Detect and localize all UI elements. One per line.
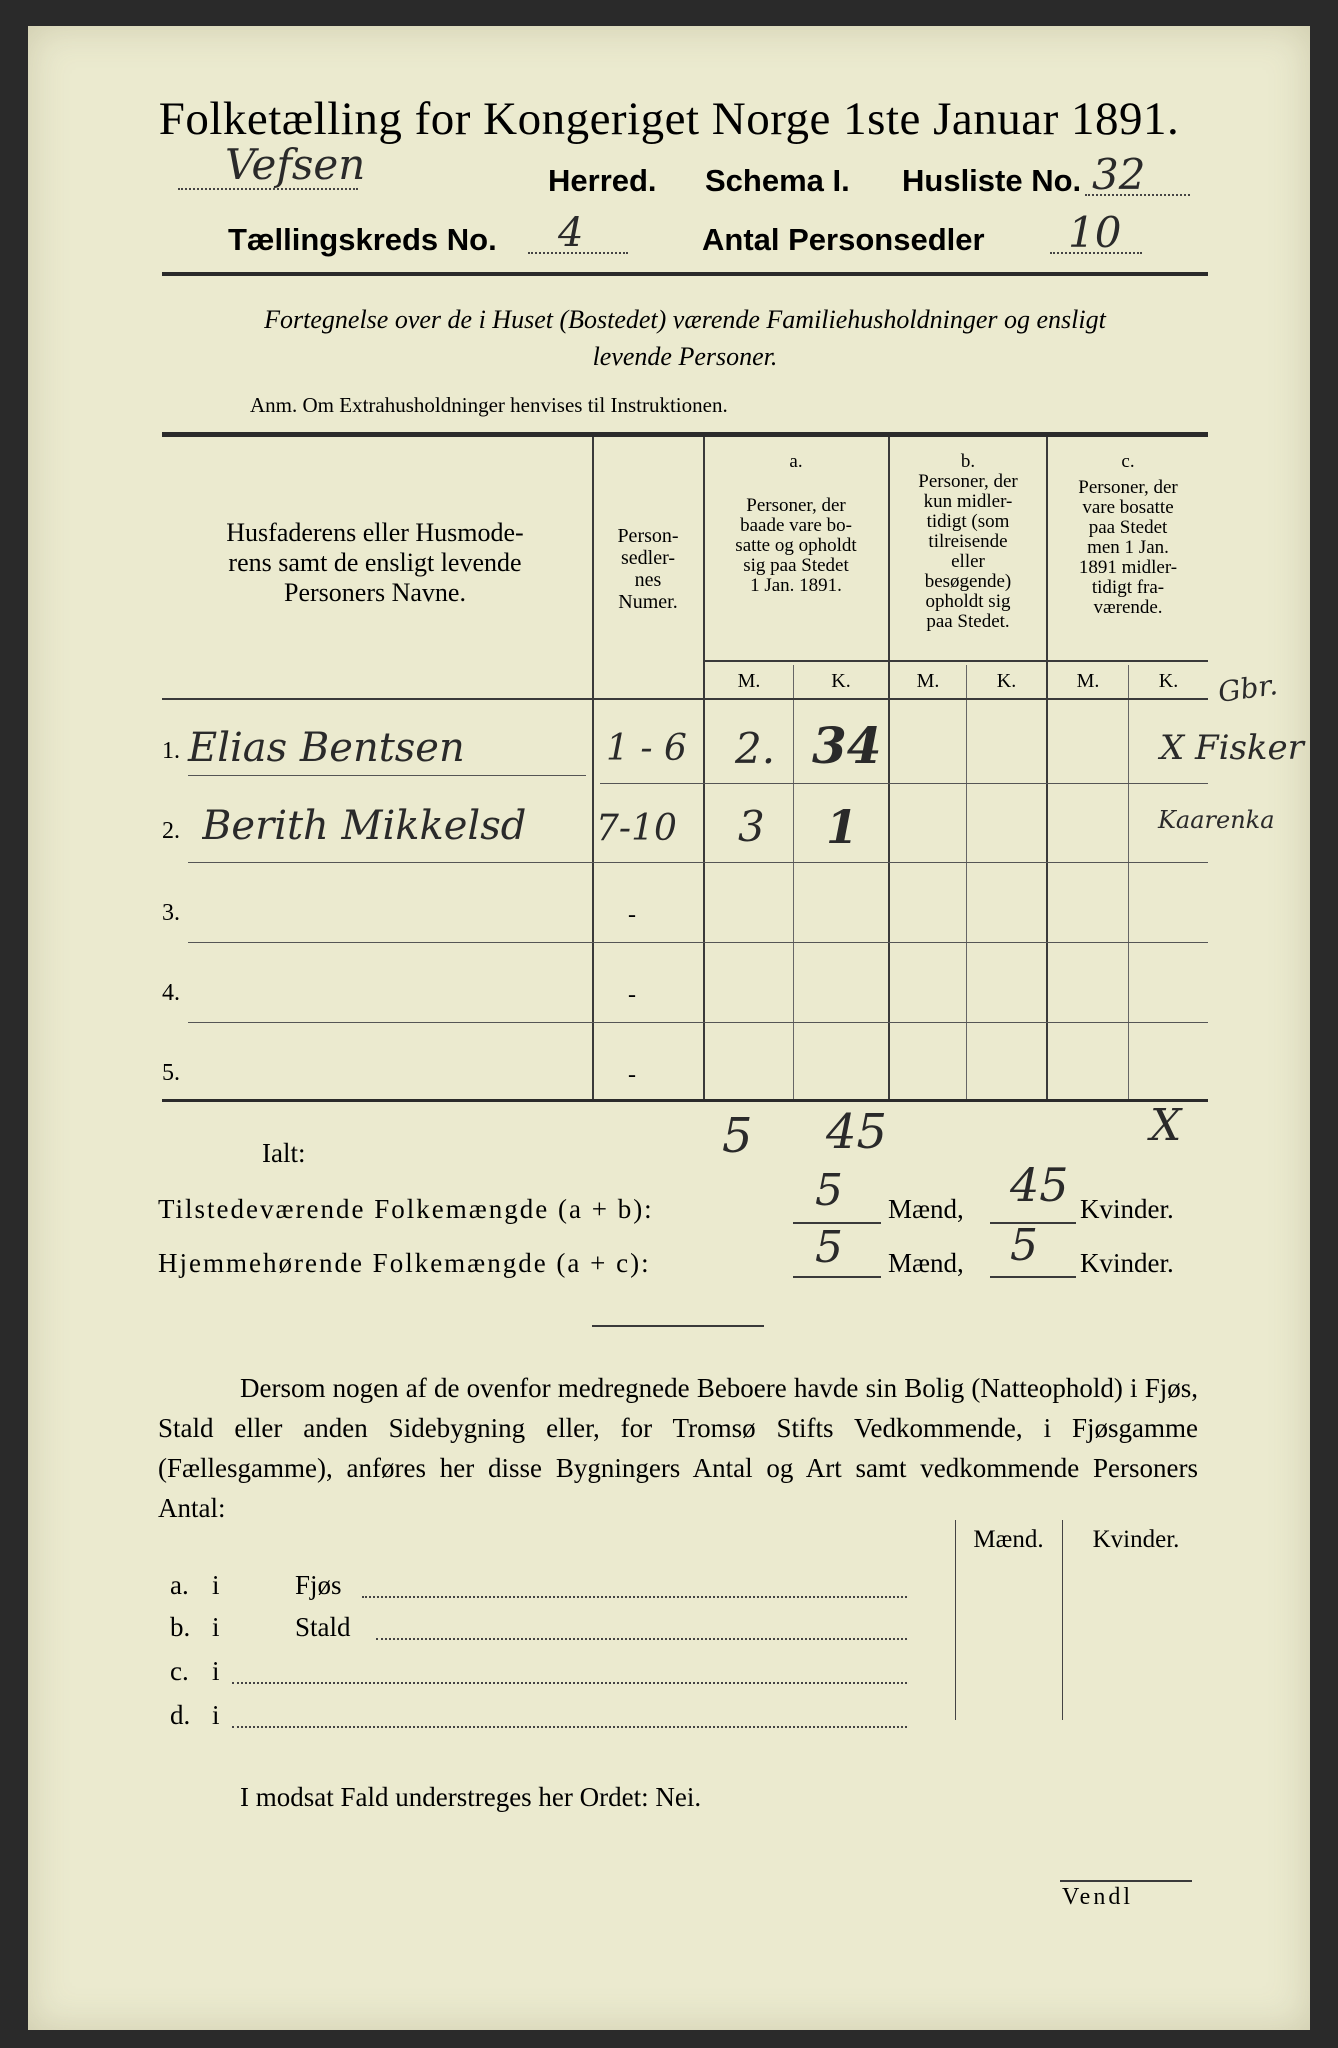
personsedler-label: Antal Personsedler [702, 222, 985, 257]
form-title: Folketælling for Kongeriget Norge 1ste Januar 1891. [158, 93, 1180, 145]
item-dotline [362, 1596, 907, 1598]
table-vline-sub [966, 665, 967, 1101]
table-top-rule [162, 432, 1208, 437]
herred-label: Herred. [548, 163, 657, 198]
intro-line-2: levende Personer. [592, 342, 778, 371]
tilsted-m: 5 [815, 1165, 843, 1216]
ialt-k: 45 [826, 1104, 888, 1160]
husliste-value: 32 [1092, 150, 1146, 199]
hjemme-k-rule [990, 1276, 1076, 1278]
item-i: i [212, 1656, 220, 1686]
kvinder-label: Kvinder. [1080, 1194, 1174, 1224]
kreds-value: 4 [558, 210, 584, 256]
intro-line-1: Fortegnelse over de i Huset (Bostedet) værende Familiehusholdninger og ensligt [264, 305, 1106, 334]
row-note: X Fisker [1160, 728, 1304, 768]
item-dotline [232, 1682, 907, 1684]
nei-line: I modsat Fald understreges her Ordet: Nei. [240, 1782, 702, 1812]
hjemme-m: 5 [815, 1222, 843, 1273]
table-header-bottom-rule [162, 698, 1208, 700]
bolig-paragraph: Dersom nogen af de ovenfor medregnede Beboere havde sin Bolig (Natteophold) i Fjøs, Stald eller anden Sidebygning eller, for Tromsø Stifts Vedkommende, i Fjøsgamme (Fællesgamme), anføres her disse Bygningers Antal og Art samt vedkommende Personers Antal: [158, 1373, 1198, 1523]
maend-label: Mænd, [888, 1248, 964, 1278]
col-header-a: a. Personer, der baade vare bo- satte og opholdt sig paa Stedet 1 Jan. 1891. [735, 451, 857, 596]
row-rule [188, 942, 1208, 943]
col-maend-label: Mænd. [973, 1526, 1044, 1553]
row-name: Berith Mikkelsd [202, 803, 527, 849]
item-label: Stald [295, 1612, 351, 1642]
item-i: i [212, 1570, 220, 1600]
ialt-c: X [1150, 1100, 1182, 1151]
col-header-b: b. Personer, der kun midler- tidigt (som tilreisende eller besøgende) opholdt sig paa Stedet. [918, 451, 1018, 632]
kreds-label: Tællingskreds No. [228, 222, 497, 257]
row-rule [188, 775, 586, 776]
item-dotline [232, 1726, 907, 1728]
row-name: Elias Bentsen [188, 725, 465, 771]
row-numer: - [628, 1062, 636, 1088]
table-bottom-rule [162, 1099, 1208, 1102]
mk-header-rule [703, 660, 1208, 662]
hjemme-m-rule [793, 1276, 881, 1278]
row-a-m: 2. [735, 724, 776, 773]
lower-vline [1062, 1520, 1063, 1720]
hjemme-k: 5 [1010, 1220, 1038, 1271]
hjemme-label: Hjemmehørende Folkemængde (a + c): [158, 1248, 651, 1278]
row-note: Kaarenka [1158, 806, 1275, 834]
vend-rule [1060, 1880, 1192, 1882]
row-number: 5. [162, 1060, 180, 1086]
row-rule [600, 783, 1208, 784]
col-header-names: Husfaderens eller Husmode- rens samt de ensligt levende Personers Navne. [226, 518, 524, 607]
herred-value: Vefsen [225, 140, 366, 189]
item-dotline [376, 1638, 907, 1640]
personsedler-value: 10 [1068, 208, 1122, 257]
mk-label: M. [916, 670, 940, 692]
mk-label: M. [737, 670, 761, 692]
mk-label: M. [1076, 670, 1100, 692]
schema-label: Schema I. [705, 163, 850, 198]
tilsted-label: Tilstedeværende Folkemængde (a + b): [158, 1194, 654, 1224]
mk-label: K. [1158, 670, 1179, 692]
husliste-label: Husliste No. [902, 163, 1082, 198]
row-rule [188, 862, 1208, 863]
table-vline-sub [1128, 665, 1129, 1101]
mk-label: K. [831, 670, 851, 692]
mk-label: K. [996, 670, 1017, 692]
row-a-m: 3 [738, 802, 765, 851]
anm-note: Anm. Om Extrahusholdninger henvises til Instruktionen. [250, 393, 728, 417]
row-numer: - [628, 902, 636, 928]
item-label: Fjøs [295, 1570, 342, 1600]
margin-note: Gbr. [1215, 668, 1280, 709]
row-number: 2. [162, 818, 180, 844]
col-header-c: c. Personer, der vare bosatte paa Stedet men 1 Jan. 1891 midler- tidigt fra- værende. [1078, 451, 1178, 618]
table-vline-sub [793, 665, 794, 1101]
row-a-k: 1 [826, 800, 859, 854]
row-numer: 7-10 [596, 808, 677, 849]
item-letter: b. [170, 1612, 191, 1642]
item-i: i [212, 1612, 220, 1642]
row-a-k: 34 [812, 716, 882, 775]
row-number: 3. [162, 900, 180, 926]
tilsted-k: 45 [1010, 1158, 1069, 1212]
col-kvinder-label: Kvinder. [1092, 1526, 1180, 1553]
col-header-numer: Person- sedler- nes Numer. [617, 525, 679, 613]
row-numer: 1 - 6 [606, 728, 687, 769]
row-number: 1. [162, 738, 180, 764]
row-number: 4. [162, 980, 180, 1006]
ialt-label: Ialt: [262, 1138, 306, 1168]
row-numer: - [628, 982, 636, 1008]
row-rule [188, 1022, 1208, 1023]
item-i: i [212, 1700, 220, 1730]
item-letter: a. [170, 1570, 189, 1600]
item-letter: c. [170, 1656, 189, 1686]
ialt-m: 5 [722, 1108, 753, 1164]
maend-label: Mænd, [888, 1194, 964, 1224]
vend-label: Vendl [1062, 1884, 1133, 1910]
section-divider [592, 1325, 764, 1327]
header-rule [162, 272, 1208, 276]
kvinder-label: Kvinder. [1080, 1248, 1174, 1278]
item-letter: d. [170, 1700, 191, 1730]
